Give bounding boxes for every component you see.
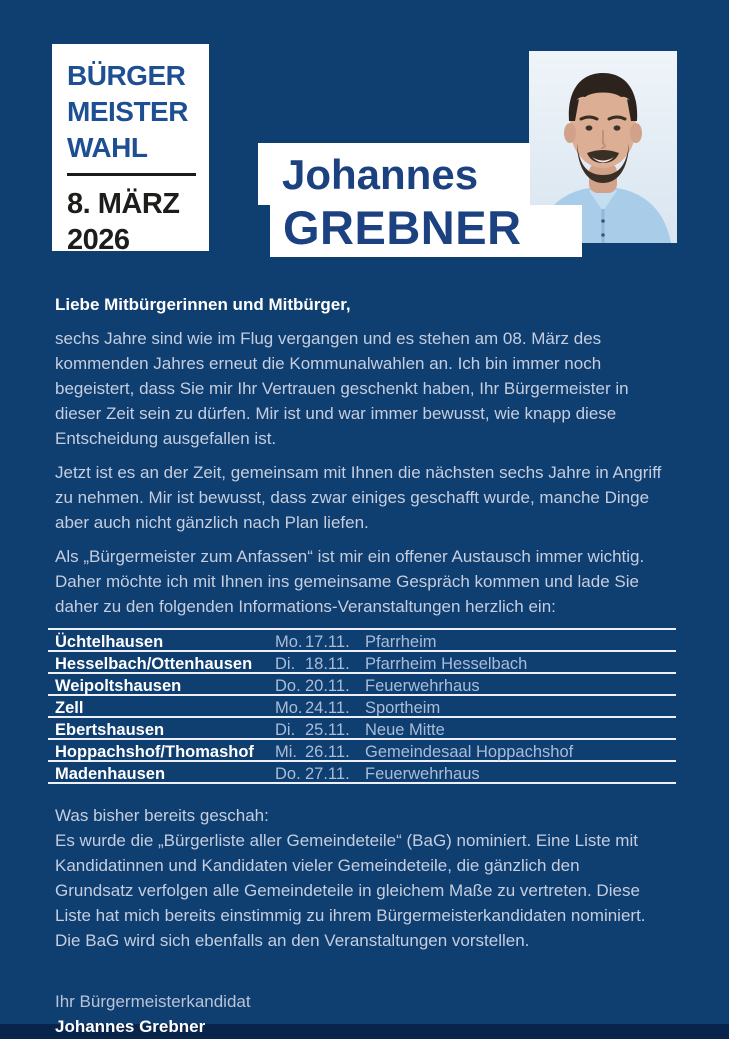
schedule-venue: Feuerwehrhaus [365,765,480,783]
schedule-date: 24.11. [305,699,350,717]
badge-title-line3: WAHL [67,132,148,163]
nomination-heading: Was bisher bereits geschah: [55,806,269,825]
schedule-day: Di. [275,655,296,673]
candidate-first-name: Johannes [282,151,479,198]
paragraph-2: Jetzt ist es an der Zeit, gemeinsam mit Ihnen die nächsten sechs Jahre in Angriff zu nehmen. Mir ist bewusst, dass zwar einiges geschafft wurde, manche Dinge aber auch nicht gänzlich nach Plan liefen. [55,463,662,532]
election-date-line1: 8. MÄRZ [67,188,180,220]
election-badge [52,44,209,256]
election-date [67,186,209,258]
schedule-venue: Feuerwehrhaus [365,677,480,695]
schedule-day: Mo. [275,699,303,717]
schedule-day: Do. [275,677,301,695]
schedule-date: 26.11. [305,743,350,761]
schedule-place: Ebertshausen [55,721,165,739]
schedule-day: Mo. [275,633,303,651]
schedule-venue: Pfarrheim Hesselbach [365,655,528,673]
schedule-venue: Sportheim [365,699,441,717]
schedule-day: Di. [275,721,296,739]
nomination-block [55,803,662,953]
schedule-row [48,628,676,650]
schedule-date: 18.11. [305,655,350,673]
schedule-place: Zell [55,699,84,717]
schedule-place: Hoppachshof/Thomashof [55,743,254,761]
schedule-venue: Pfarrheim [365,633,437,651]
paragraph-1: sechs Jahre sind wie im Flug vergangen und es stehen am 08. März des kommenden Jahres erneut die Kommunalwahlen an. Ich bin immer noch begeistert, dass Sie mir Ihr Vertrauen geschenkt haben, Ihr Bürgermeister in dieser Zeit sein zu dürfen. Mir ist und war immer bewusst, wie knapp diese Entscheidung ausgefallen ist. [55,329,629,448]
letter-body [55,292,662,1039]
schedule-day: Mi. [275,743,297,761]
election-date-line2: 2026 [67,224,130,256]
schedule-row [48,760,676,782]
schedule-date: 17.11. [305,633,350,651]
election-badge-title [67,58,209,166]
salutation: Liebe Mitbürgerinnen und Mitbürger, [55,295,351,314]
badge-title-line1: BÜRGER [67,60,186,91]
schedule-row [48,650,676,672]
schedule-date: 27.11. [305,765,350,783]
nomination-text: Es wurde die „Bürgerliste aller Gemeindeteile“ (BaG) nominiert. Eine Liste mit Kandidatinnen und Kandidaten vieler Gemeindeteile, die gänzlich den Grundsatz verfolgen alle Gemeindeteile in gleichem Maße zu vertreten. Diese Liste hat mich bereits einstimmig zu ihrem Bürgermeisterkandidaten nominiert. Die BaG wird sich ebenfalls an den Veranstaltungen vorstellen. [55,831,646,950]
badge-divider [67,173,196,176]
schedule-row [48,738,676,760]
schedule-row [48,716,676,738]
schedule-place: Hesselbach/Ottenhausen [55,655,253,673]
signature-name: Johannes Grebner [55,1017,206,1036]
schedule-place: Weipoltshausen [55,677,182,695]
schedule-date: 20.11. [305,677,350,695]
badge-title-line2: MEISTER [67,96,188,127]
signature-role: Ihr Bürgermeisterkandidat [55,992,251,1011]
schedule-row [48,694,676,716]
schedule-date: 25.11. [305,721,350,739]
schedule-row [48,672,676,694]
schedule-venue: Neue Mitte [365,721,445,739]
schedule-place: Madenhausen [55,765,166,783]
signature-block [55,989,662,1039]
schedule-place: Üchtelhausen [55,633,164,651]
paragraph-3: Als „Bürgermeister zum Anfassen“ ist mir ein offener Austausch immer wichtig. Daher möchte ich mit Ihnen ins gemeinsame Gespräch kommen und lade Sie daher zu den folgenden Informations-Veranstaltungen herzlich ein: [55,547,645,616]
schedule-day: Do. [275,765,301,783]
candidate-last-name: GREBNER [283,201,522,254]
schedule-venue: Gemeindesaal Hoppachshof [365,743,574,761]
event-schedule-table [48,628,676,784]
